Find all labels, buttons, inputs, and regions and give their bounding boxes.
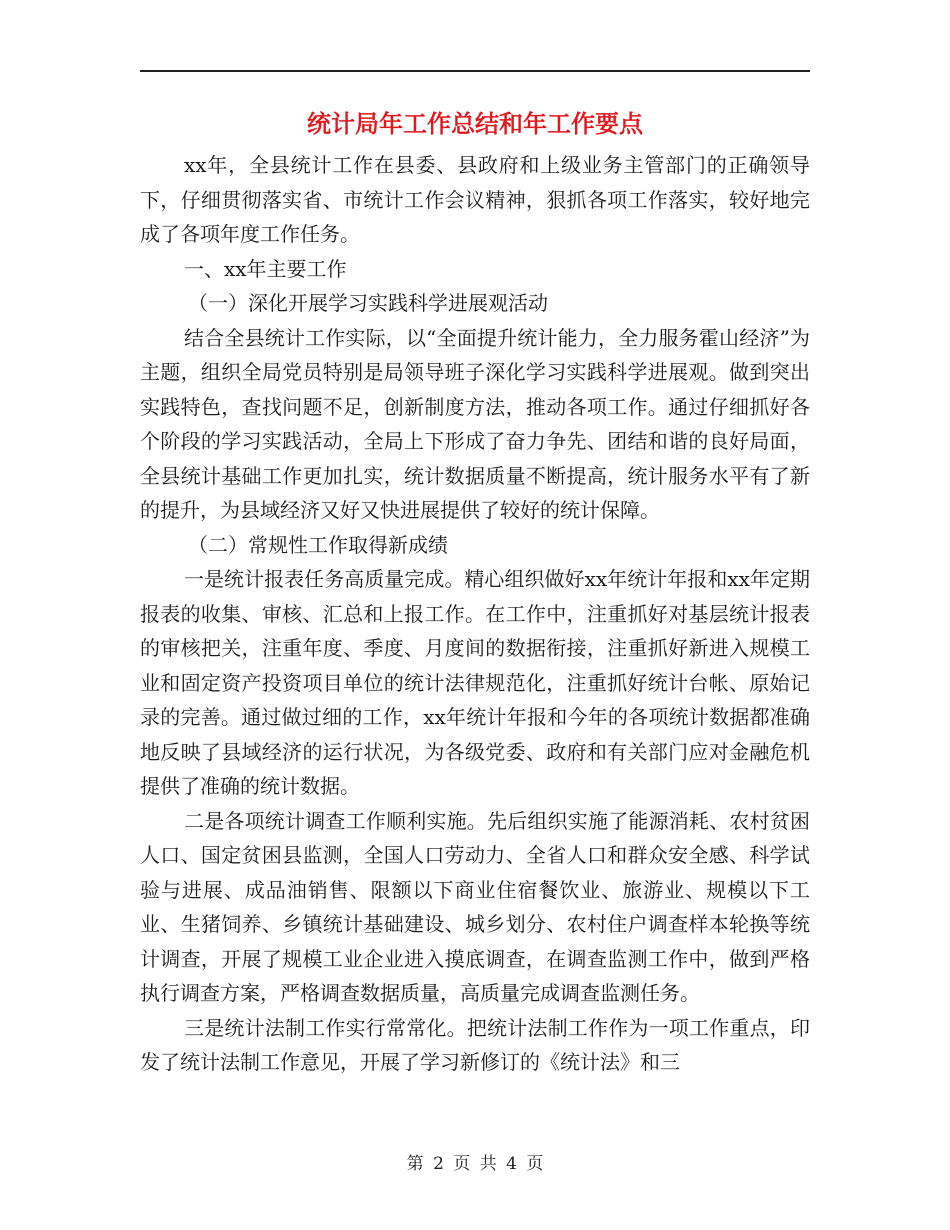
document-body <box>140 148 810 1080</box>
heading-subsection-2: （二）常规性工作取得新成绩 <box>188 532 448 557</box>
header-rule <box>140 70 810 72</box>
page-footer: 第 2 页 共 4 页 <box>406 1154 544 1174</box>
paragraph-reports: 一是统计报表任务高质量完成。精心组织做好xx年统计年报和xx年定期报表的收集、审核、汇总和上报工作。在工作中，注重抓好对基层统计报表的审核把关，注重年度、季度、月度间的数据衔接，注重抓好新进入规模工业和固定资产投资项目单位的统计法律规范化，注重抓好统计台帐、原始记录的完善。通过做过细的工作，xx年统计年报和今年的各项统计数据都准确地反映了县域经济的运行状况，为各级党委、政府和有关部门应对金融危机提供了准确的统计数据。 <box>140 567 810 798</box>
paragraph-intro: xx年，全县统计工作在县委、县政府和上级业务主管部门的正确领导下，仔细贯彻落实省、市统计工作会议精神，狠抓各项工作落实，较好地完成了各项年度工作任务。 <box>140 153 810 246</box>
paragraph-surveys: 二是各项统计调查工作顺利实施。先后组织实施了能源消耗、农村贫困人口、国定贫困县监测，全国人口劳动力、全省人口和群众安全感、科学试验与进展、成品油销售、限额以下商业住宿餐饮业、旅游业、规模以下工业、生猪饲养、乡镇统计基础建设、城乡划分、农村住户调查样本轮换等统计调查，开展了规模工业企业进入摸底调查，在调查监测工作中，做到严格执行调查方案，严格调查数据质量，高质量完成调查监测任务。 <box>140 808 810 1005</box>
paragraph-study-practice: 结合全县统计工作实际，以“全面提升统计能力，全力服务霍山经济”为主题，组织全局党员特别是局领导班子深化学习实践科学进展观。做到突出实践特色，查找问题不足，创新制度方法，推动各项工作。通过仔细抓好各个阶段的学习实践活动，全局上下形成了奋力争先、团结和谐的良好局面，全县统计基础工作更加扎实，统计数据质量不断提高，统计服务水平有了新的提升，为县域经济又好又快进展提供了较好的统计保障。 <box>140 325 810 522</box>
document-title: 统计局年工作总结和年工作要点 <box>307 110 643 138</box>
paragraph-legal: 三是统计法制工作实行常常化。把统计法制工作作为一项工作重点，印发了统计法制工作意见，开展了学习新修订的《统计法》和三 <box>140 1015 810 1074</box>
heading-subsection-1: （一）深化开展学习实践科学进展观活动 <box>188 291 548 315</box>
heading-section-1: 一、xx年主要工作 <box>184 256 347 281</box>
